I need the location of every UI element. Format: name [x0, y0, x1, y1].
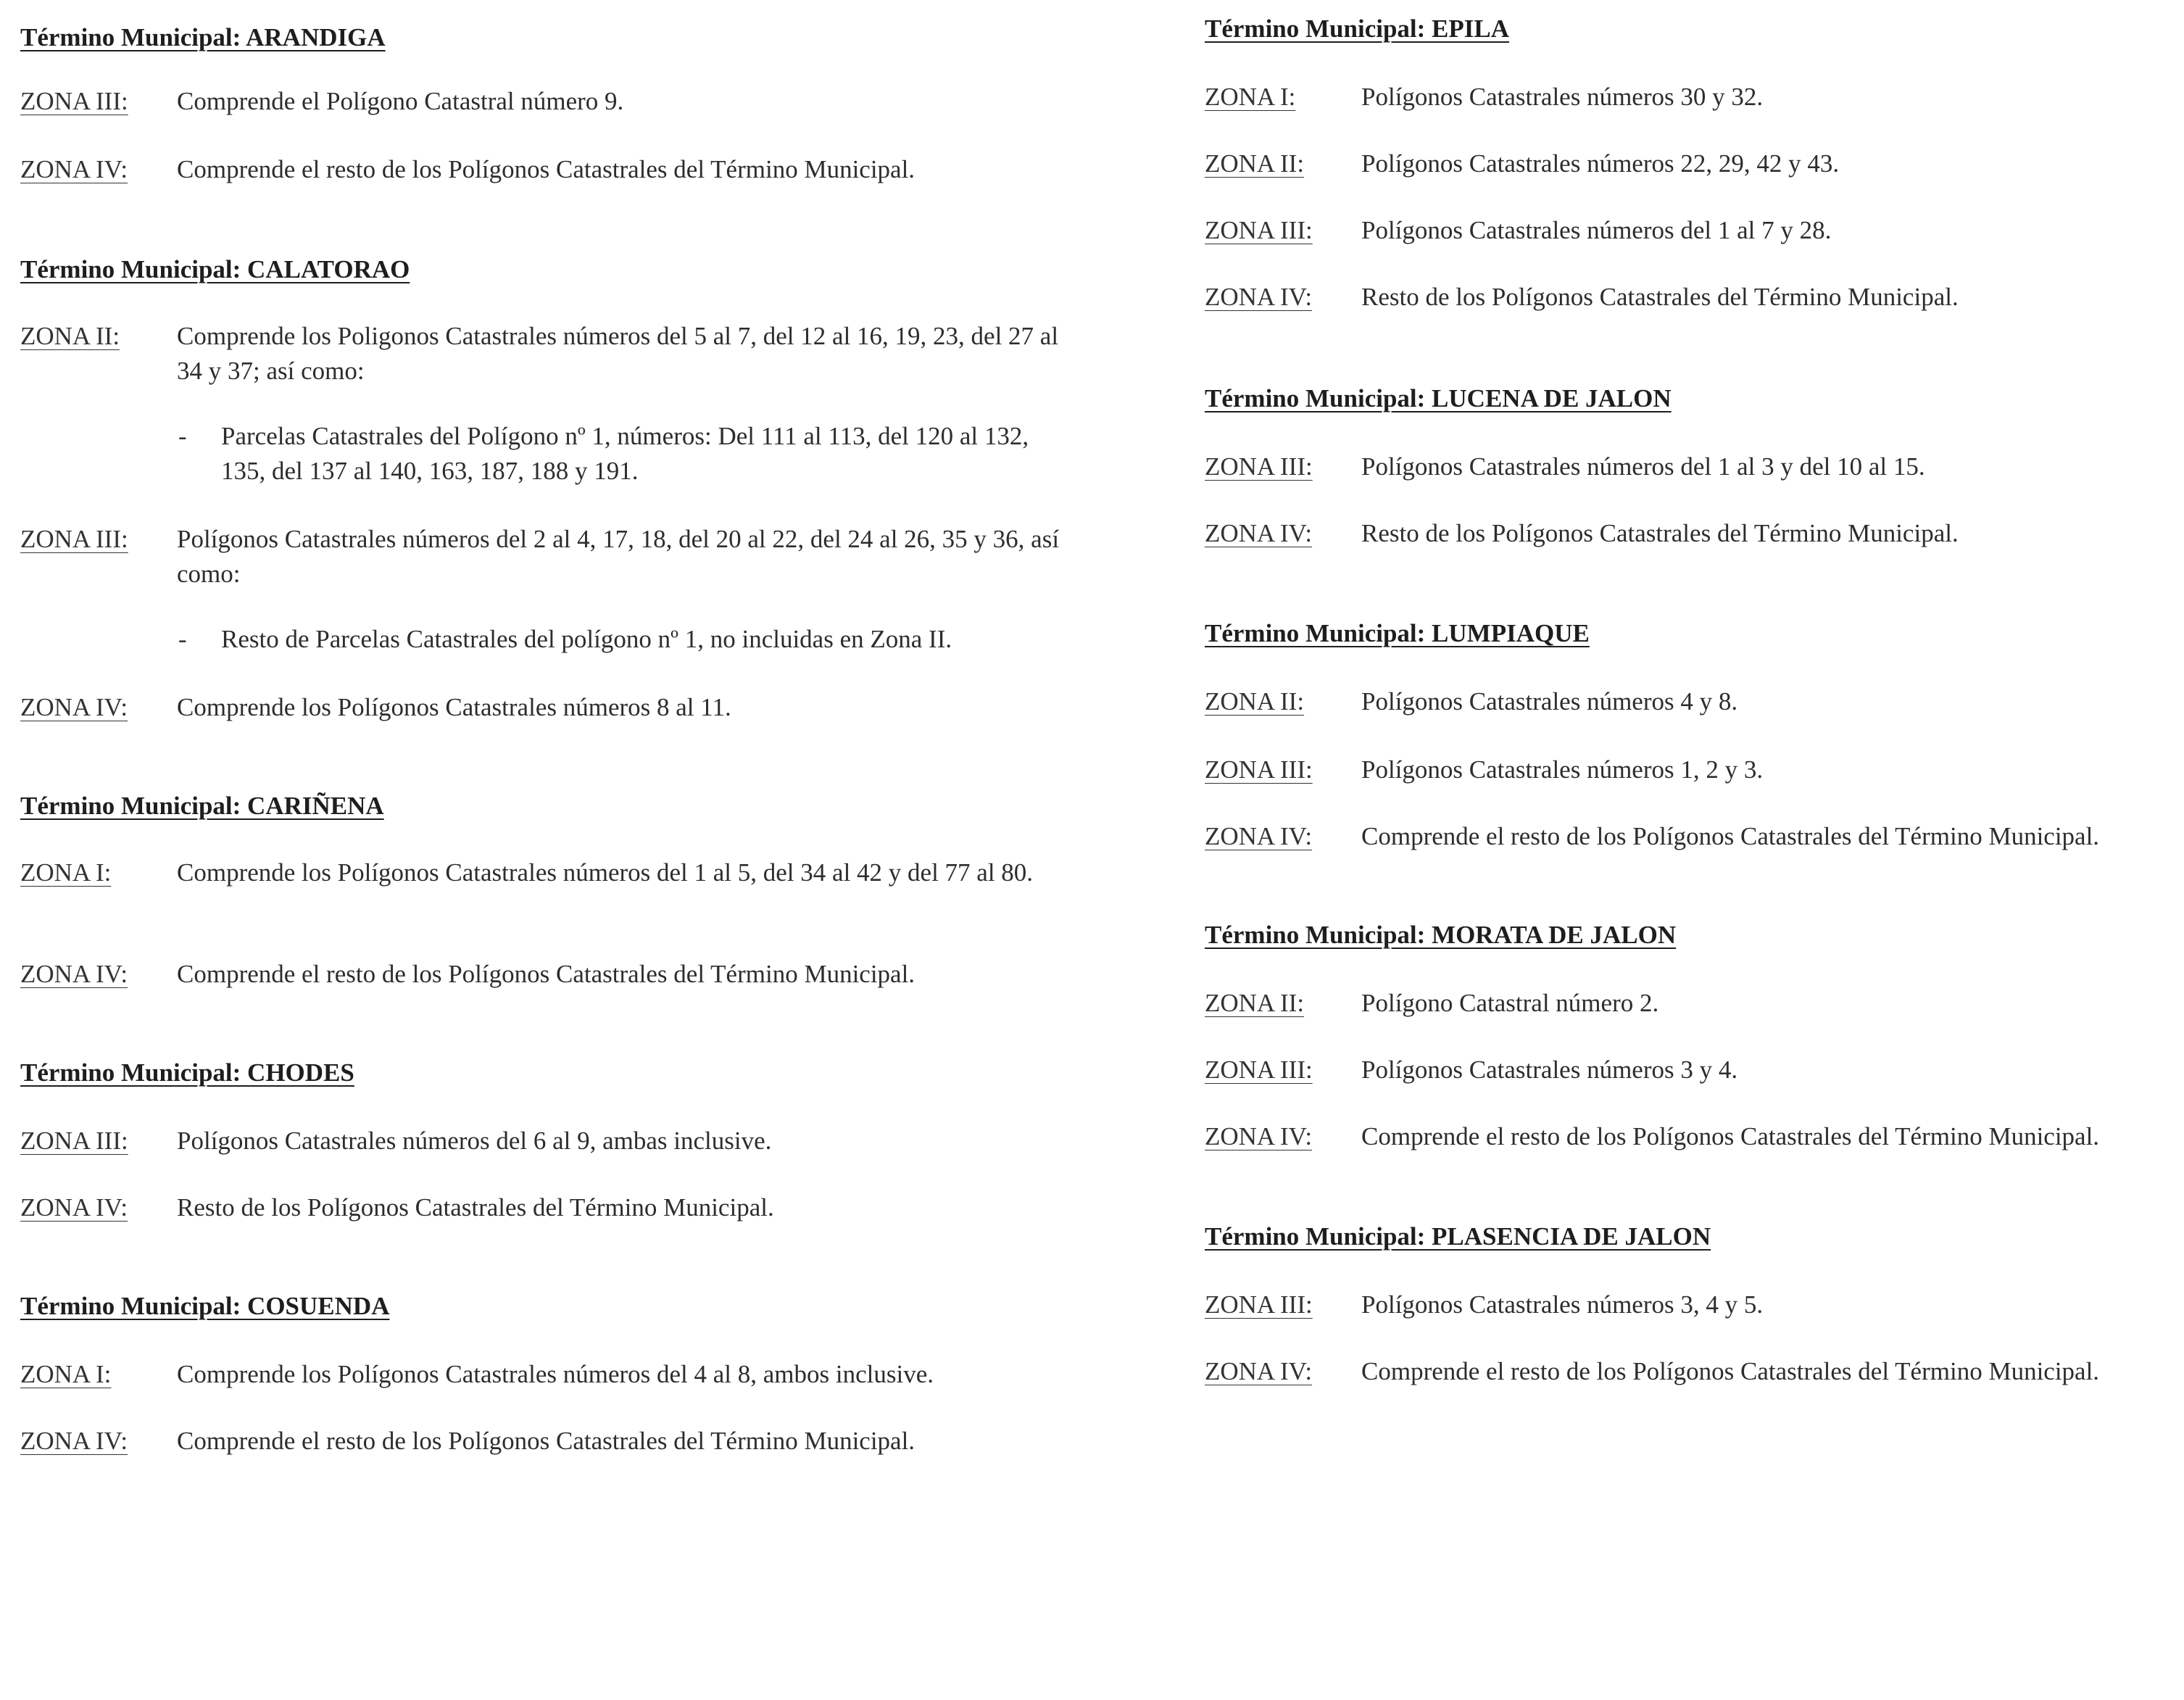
- municipality-heading: Término Municipal: CARIÑENA: [20, 792, 384, 820]
- zone-label: ZONA IV:: [1205, 283, 1313, 311]
- zone-label: ZONA II:: [1205, 989, 1305, 1017]
- municipality-heading: Término Municipal: EPILA: [1205, 14, 1510, 43]
- zone-description: Polígono Catastral número 2.: [1361, 989, 1659, 1017]
- zone-label: ZONA III:: [20, 87, 128, 115]
- municipality-heading: Término Municipal: PLASENCIA DE JALON: [1205, 1222, 1711, 1251]
- zone-label: ZONA IV:: [20, 1193, 128, 1222]
- zone-label: ZONA IV:: [20, 155, 128, 183]
- zone-label: ZONA III:: [1205, 452, 1313, 481]
- zone-label: ZONA IV:: [1205, 519, 1313, 547]
- municipality-heading: Término Municipal: ARANDIGA: [20, 23, 386, 51]
- zone-description: Comprende el resto de los Polígonos Catastrales del Término Municipal.: [177, 960, 915, 988]
- zone-label: ZONA IV:: [1205, 822, 1313, 850]
- zone-label: ZONA III:: [1205, 1290, 1313, 1319]
- zone-description: Polígonos Catastrales números 4 y 8.: [1361, 687, 1738, 716]
- list-bullet: -: [178, 625, 187, 653]
- zone-label: ZONA II:: [1205, 149, 1305, 178]
- zone-description: Comprende los Polígonos Catastrales números 8 al 11.: [177, 693, 731, 721]
- zone-label: ZONA III:: [20, 525, 128, 553]
- zone-description: Comprende los Polígonos Catastrales números del 4 al 8, ambos inclusive.: [177, 1360, 934, 1388]
- zone-description: Resto de los Polígonos Catastrales del Término Municipal.: [1361, 283, 1959, 311]
- zone-description: Polígonos Catastrales números del 6 al 9, ambas inclusive.: [177, 1127, 772, 1155]
- zone-label: ZONA I:: [1205, 83, 1296, 111]
- zone-description: Comprende el resto de los Polígonos Catastrales del Término Municipal.: [1361, 1357, 2100, 1385]
- municipality-heading: Término Municipal: CALATORAO: [20, 255, 410, 283]
- zone-label: ZONA IV:: [20, 1427, 128, 1455]
- zone-sub-description: Resto de Parcelas Catastrales del polígono nº 1, no incluidas en Zona II.: [221, 625, 952, 653]
- zone-description: Polígonos Catastrales números 30 y 32.: [1361, 83, 1764, 111]
- zone-description: Comprende el resto de los Polígonos Catastrales del Término Municipal.: [177, 1427, 915, 1455]
- zone-description: Polígonos Catastrales números del 2 al 4, 17, 18, del 20 al 22, del 24 al 26, 35 y 36, así como:: [177, 525, 1060, 588]
- zone-description: Comprende el resto de los Polígonos Catastrales del Término Municipal.: [1361, 822, 2100, 850]
- municipality-heading: Término Municipal: LUMPIAQUE: [1205, 619, 1590, 647]
- zone-label: ZONA I:: [20, 1360, 112, 1388]
- zone-label: ZONA III:: [1205, 216, 1313, 244]
- municipality-heading: Término Municipal: LUCENA DE JALON: [1205, 384, 1672, 412]
- zone-label: ZONA II:: [1205, 687, 1305, 716]
- list-bullet: -: [178, 422, 187, 450]
- zone-description: Polígonos Catastrales números del 1 al 7 y 28.: [1361, 216, 1832, 244]
- zone-description: Polígonos Catastrales números 3 y 4.: [1361, 1056, 1738, 1084]
- zone-label: ZONA III:: [20, 1127, 128, 1155]
- municipality-heading: Término Municipal: COSUENDA: [20, 1292, 390, 1320]
- zone-sub-description: Parcelas Catastrales del Polígono nº 1, números: Del 111 al 113, del 120 al 132, 135, del 137 al 140, 163, 187, 188 y 191.: [221, 422, 1029, 485]
- zone-description: Comprende los Polígonos Catastrales números del 1 al 5, del 34 al 42 y del 77 al 80.: [177, 858, 1034, 887]
- zone-description: Polígonos Catastrales números 3, 4 y 5.: [1361, 1290, 1764, 1319]
- zone-label: ZONA IV:: [1205, 1357, 1313, 1385]
- zone-description: Resto de los Polígonos Catastrales del Término Municipal.: [177, 1193, 774, 1222]
- municipality-heading: Término Municipal: MORATA DE JALON: [1205, 921, 1677, 949]
- zone-label: ZONA III:: [1205, 1056, 1313, 1084]
- zone-label: ZONA IV:: [20, 693, 128, 721]
- municipality-heading: Término Municipal: CHODES: [20, 1058, 354, 1087]
- zone-label: ZONA II:: [20, 322, 120, 350]
- zone-description: Comprende los Poligonos Catastrales números del 5 al 7, del 12 al 16, 19, 23, del 27 al 34 y 37; así como:: [177, 322, 1059, 385]
- zone-description: Comprende el Polígono Catastral número 9.: [177, 87, 624, 115]
- zone-description: Comprende el resto de los Polígonos Catastrales del Término Municipal.: [1361, 1122, 2100, 1150]
- zone-label: ZONA III:: [1205, 755, 1313, 784]
- zone-description: Polígonos Catastrales números 1, 2 y 3.: [1361, 755, 1764, 784]
- zone-description: Resto de los Polígonos Catastrales del Término Municipal.: [1361, 519, 1959, 547]
- zone-description: Comprende el resto de los Polígonos Catastrales del Término Municipal.: [177, 155, 915, 183]
- zone-description: Polígonos Catastrales números del 1 al 3 y del 10 al 15.: [1361, 452, 1925, 481]
- zone-description: Polígonos Catastrales números 22, 29, 42 y 43.: [1361, 149, 1840, 178]
- zone-label: ZONA IV:: [1205, 1122, 1313, 1150]
- zone-label: ZONA IV:: [20, 960, 128, 988]
- zone-label: ZONA I:: [20, 858, 112, 887]
